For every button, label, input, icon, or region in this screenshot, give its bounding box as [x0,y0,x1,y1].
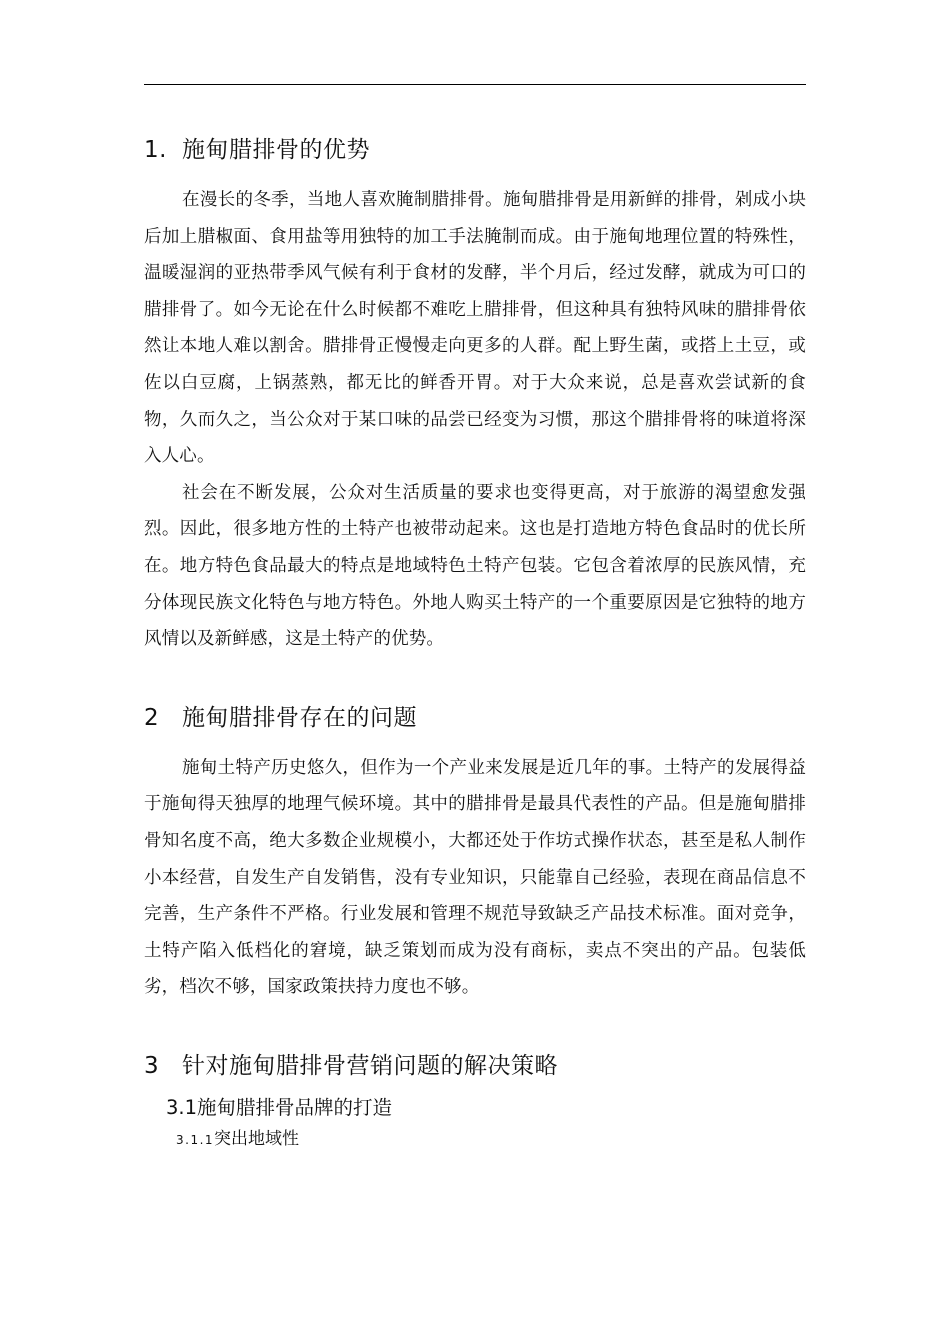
section-2-heading [144,696,806,740]
subsection-3-1-title: 施甸腊排骨品牌的打造 [197,1095,393,1119]
section-1-title: 施甸腊排骨的优势 [182,137,370,163]
section-1-paragraph-1: 在漫长的冬季，当地人喜欢腌制腊排骨。施甸腊排骨是用新鲜的排骨，剁成小块后加上腊椒面、食用盐等用独特的加工手法腌制而成。由于施甸地理位置的特殊性，温暖湿润的亚热带季风气候有利于食材的发酵，半个月后，经过发酵，就成为可口的腊排骨了。如今无论在什么时候都不难吃上腊排骨，但这种具有独特风味的腊排骨依然让本地人难以割舍。腊排骨正慢慢走向更多的人群。配上野生菌，或搭上土豆，或佐以白豆腐，上锅蒸熟，都无比的鲜香开胃。对于大众来说，总是喜欢尝试新的食物，久而久之，当公众对于某口味的品尝已经变为习惯，那这个腊排骨将的味道将深入人心。 [144,190,806,467]
header-rule [144,84,806,85]
section-2-paragraph-1: 施甸土特产历史悠久，但作为一个产业来发展是近几年的事。土特产的发展得益于施甸得天独厚的地理气候环境。其中的腊排骨是最具代表性的产品。但是施甸腊排骨知名度不高，绝大多数企业规模小，大都还处于作坊式操作状态，甚至是私人制作小本经营，自发生产自发销售，没有专业知识，只能靠自己经验，表现在商品信息不完善，生产条件不严格。行业发展和管理不规范导致缺乏产品技术标准。面对竞争，土特产陷入低档化的窘境，缺乏策划而成为没有商标，卖点不突出的产品。包装低劣，档次不够，国家政策扶持力度也不够。 [144,757,806,998]
section-1-paragraph-2: 社会在不断发展，公众对生活质量的要求也变得更高，对于旅游的渴望愈发强烈。因此，很多地方性的土特产也被带动起来。这也是打造地方特色食品时的优长所在。地方特色食品最大的特点是地域特色土特产包装。它包含着浓厚的民族风情，充分体现民族文化特色与地方特色。外地人购买土特产的一个重要原因是它独特的地方风情以及新鲜感，这是土特产的优势。 [144,482,806,650]
section-2-title: 施甸腊排骨存在的问题 [182,704,417,731]
subsection-3-1-1-heading [144,1124,806,1155]
section-1-heading [144,128,806,172]
section-1-number: 1. [144,137,167,163]
section-3-heading [144,1044,806,1088]
subsection-3-1-1-number: 3.1.1 [176,1132,215,1147]
subsection-3-1-number: 3.1 [166,1095,198,1119]
document-body [144,128,806,1155]
section-3-title: 针对施甸腊排骨营销问题的解决策略 [182,1052,558,1079]
subsection-3-1-heading [144,1092,806,1124]
section-3-number: 3 [144,1052,160,1079]
subsection-3-1-1-title: 突出地域性 [214,1128,300,1149]
section-2-number: 2 [144,704,160,731]
